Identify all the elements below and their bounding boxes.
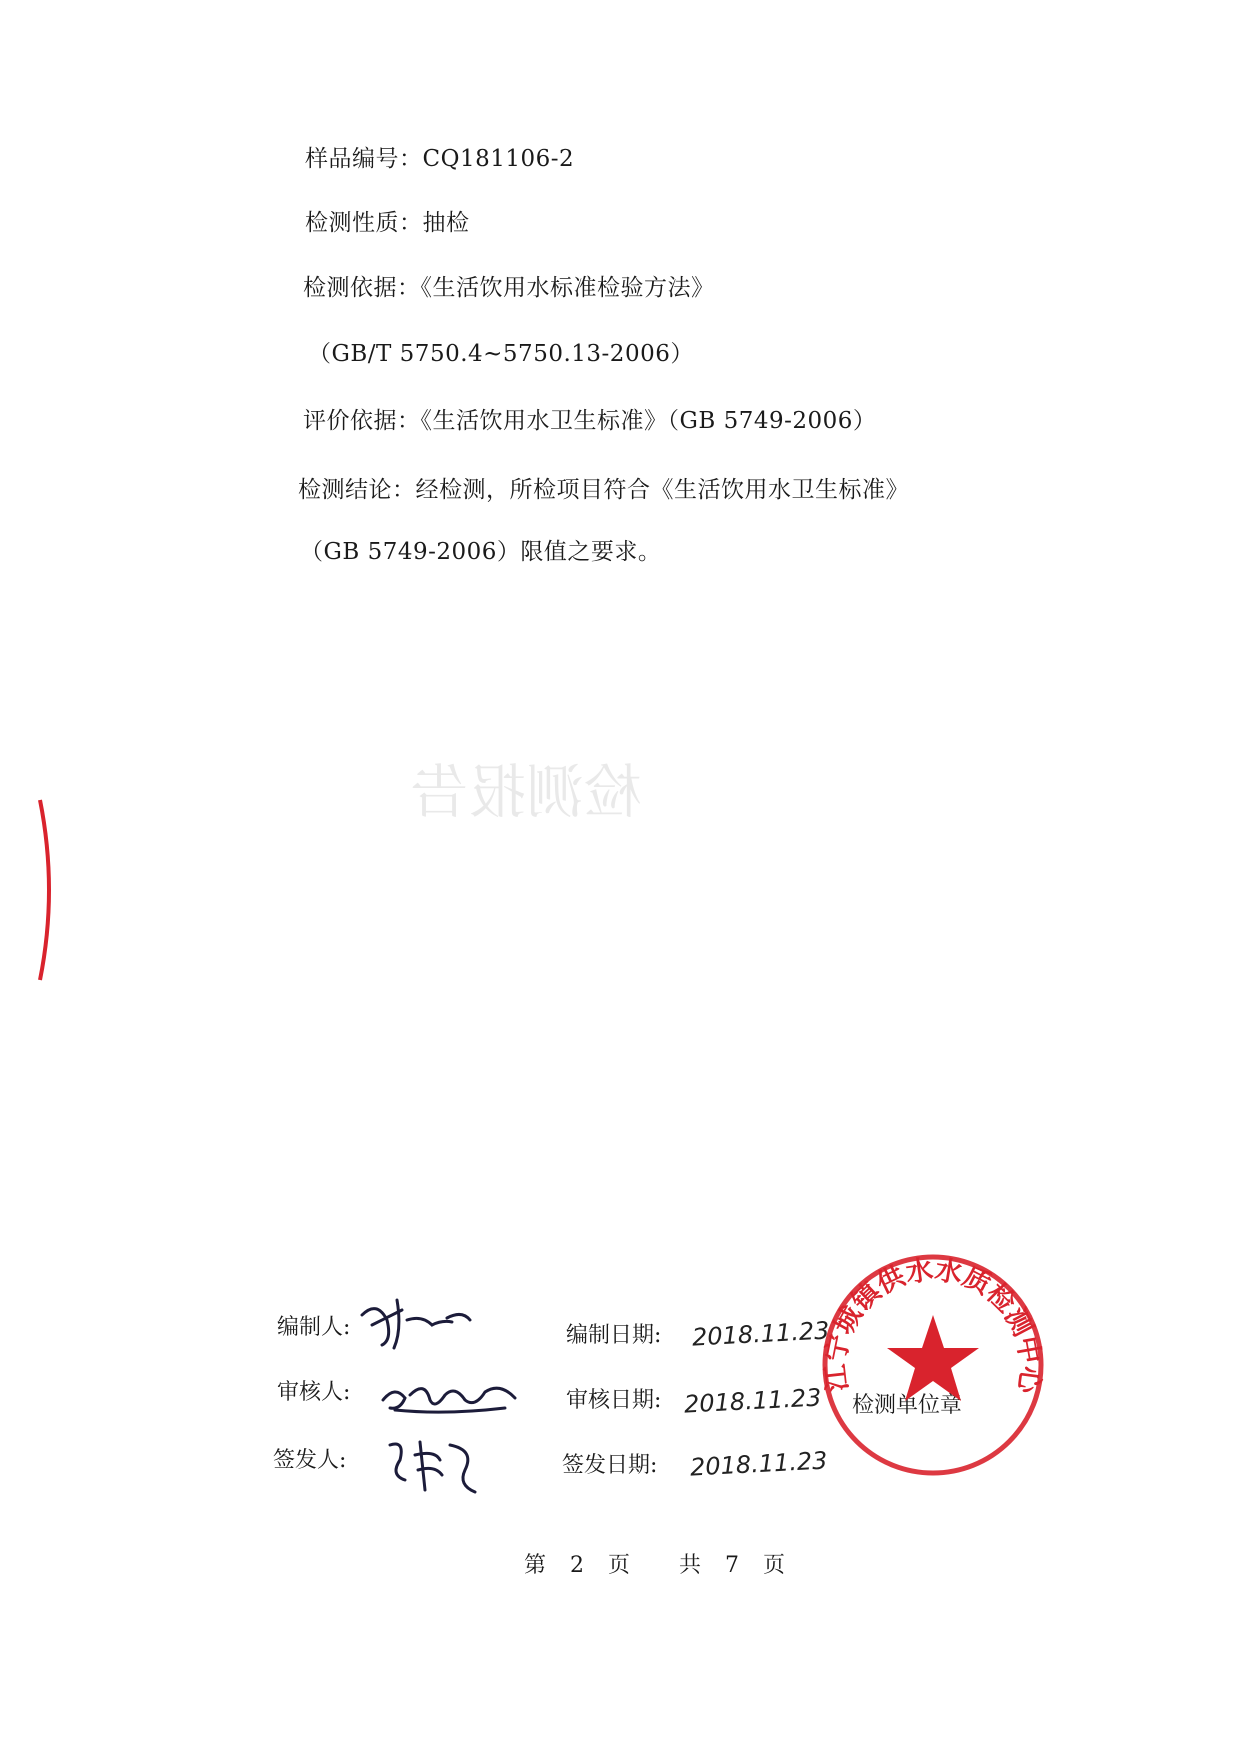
compile-date-handwritten: 2018.11.23 (691, 1316, 831, 1352)
issue-date-handwritten: 2018.11.23 (689, 1446, 829, 1482)
page-word: 第 (524, 1553, 547, 1578)
total-unit: 页 (763, 1553, 786, 1578)
evaluation-basis-label: 评价依据： (303, 408, 421, 434)
conclusion-label: 检测结论： (298, 477, 416, 503)
conclusion-line (298, 471, 909, 504)
test-basis-standard: （GB/T 5750.4~5750.13-2006） (308, 341, 694, 367)
side-stamp-fragment (0, 790, 60, 990)
sample-number-value: CQ181106-2 (422, 146, 575, 172)
reviewer-signature (375, 1370, 525, 1420)
total-word: 共 (679, 1553, 702, 1578)
conclusion-value: 经检测，所检项目符合《生活饮用水卫生标准》 (415, 477, 909, 503)
compile-date-label: 编制日期: (566, 1323, 662, 1348)
sample-number-label: 样品编号： (305, 146, 423, 172)
test-nature-line (305, 204, 470, 237)
test-nature-value: 抽检 (422, 210, 470, 236)
issuer-signature (380, 1430, 490, 1500)
conclusion-continued: （GB 5749-2006）限值之要求。 (300, 539, 662, 565)
total-pages: 7 (725, 1553, 740, 1578)
review-date-handwritten: 2018.11.23 (683, 1383, 823, 1419)
evaluation-basis-value: 《生活饮用水卫生标准》（GB 5749-2006） (420, 408, 877, 434)
page-unit: 页 (608, 1553, 631, 1578)
test-basis-value: 《生活饮用水标准检验方法》 (420, 275, 715, 301)
compiler-signature (352, 1290, 482, 1350)
compiler-label: 编制人: (277, 1315, 351, 1340)
page-footer (512, 1548, 797, 1579)
page-number: 2 (570, 1553, 585, 1578)
test-basis-line (303, 269, 715, 302)
test-basis-label: 检测依据： (303, 275, 421, 301)
conclusion-continued-line (300, 533, 661, 566)
evaluation-basis-line (303, 402, 876, 435)
show-through-title: 检测报告 (410, 758, 643, 826)
official-seal (818, 1250, 1048, 1480)
seal-star-icon (887, 1315, 979, 1401)
seal-ring-text: 江宁城镇供水水质检测中心 (820, 1254, 1046, 1396)
issuer-label: 签发人: (273, 1448, 347, 1473)
seal-label: 检测单位章 (852, 1393, 963, 1418)
issue-date-label: 签发日期: (562, 1453, 658, 1478)
sample-number-line (305, 140, 574, 173)
review-date-label: 审核日期: (566, 1388, 662, 1413)
test-nature-label: 检测性质： (305, 210, 423, 236)
test-basis-standard-line (308, 335, 694, 368)
reviewer-label: 审核人: (277, 1380, 351, 1405)
